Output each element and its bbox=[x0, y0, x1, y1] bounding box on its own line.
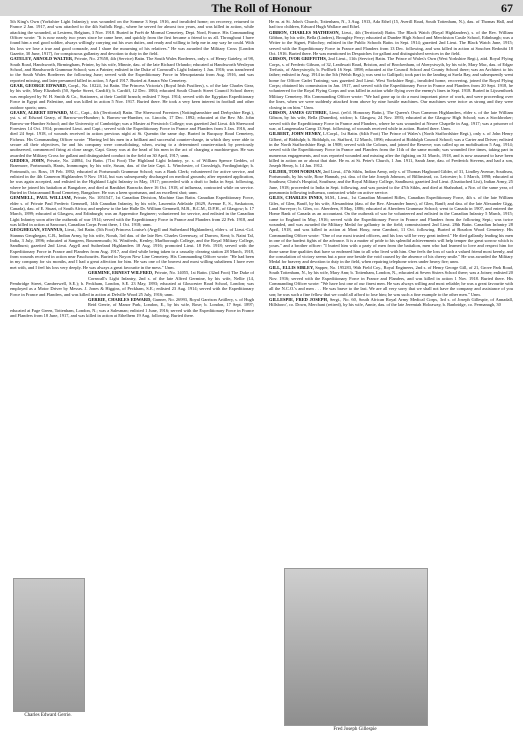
roll-entry bbox=[10, 83, 254, 110]
right-column bbox=[269, 19, 513, 308]
entry-name: GEOGHEGAN, STANNUS, bbox=[10, 227, 64, 233]
roll-entry bbox=[10, 227, 254, 270]
roll-entry bbox=[269, 19, 513, 30]
entry-name: GILDER, TOM NORMAN, bbox=[269, 168, 322, 174]
entry-text: 2nd Lieut., 11th (Service) Battn. The Prince of Wales's Own (West Yorkshire Regt.), attd. Royal Flying Corps, s. of Frederic Gibson, of 32, Leathwait Road, Brixton, and of Brockenham, of Aberystwyth, by his wife, Mary Mac, dau. of Edgar Trefusis, of Aberystwyth; b. Pwllheli 16 Sept. 1898; educated at the Council School and County School there; was an Architect to his father; enlisted in Aug. 1914 in the 5th (Welsh Regt.); was sent to Gallipoli; took part in the landing at Suvla Bay, and subsequently went home for Officer Cadet Training; was gazetted 2nd Lieut. West Yorkshire Regt., invalided home, recovering, joined the Royal Flying Corps; obtained his commission in Jan. 1917, and served with the Expeditionary Force in France and Flanders from 20 Sept. 1918, he volunteered for the Royal Flying Corps and was killed in action while flying over the enemy's lines in Sept. 1918. Buried in Lijssenthoek Military Cemetery. His Commanding Officer wrote: "We had gone up to do a most important piece of work, and were proceeding over the lines, when we were suddenly attacked from above by nine hostile machines. Our machines were twice as strong and they were closing in on him." Unm. bbox=[269, 56, 514, 110]
page-title: The Roll of Honour bbox=[211, 1, 312, 15]
entry-text: Private, No. 27658, 4th (Service) Battn. The South Wales Borderers, only s. of Henry Gateley, of 98, South Road, Handsworth, Birmingham, Printer, by his wife, Minnie, dau. of the late Richard Orlando; educated at Handsworth Wesleyan School, and Handsworth Grammar School; was a Painter; enlisted in the Duke of Cornwall's Light Infantry 1 Jan. 1916; was transferred to the South Wales Borderers the following June; served with the Expeditionary Force in Mesopotamia from Aug. 1916, and was reported missing, and later presumed killed in action, 5 April 1917. Buried at Amara War Cemetery. bbox=[10, 56, 254, 83]
entry-text: Lieut. (ret'd. Honorary Battn.), The Queen's Own Cameron Highlanders, elder s. of the late William Gibson, by his wife, Bella (Dunedin), widow; b. Glasgow, 24 Nov. 1893; educated at the Glasgow High School; was a Stockbroker; served with the Expeditionary Force in France and Flanders, where he was wounded at Neuve Chapelle in Aug. 1917; was a prisoner of war, at Langensalza Camp 13 Sept. following, of wounds received while in action. Buried there. Unm. bbox=[269, 109, 513, 131]
entry-name: GIBSON, IVOR GRIFFITHS, bbox=[269, 56, 327, 62]
left-column bbox=[10, 19, 254, 318]
roll-entry bbox=[269, 169, 513, 196]
portrait-photo-gerrie bbox=[13, 578, 85, 712]
entry-name: GERRIE, CHARLES EDWARD, bbox=[88, 296, 152, 302]
photo-caption-gillespie: Fred Joseph Gillespie bbox=[333, 727, 377, 732]
roll-entry bbox=[269, 30, 513, 57]
entry-text: M.C., Capt., 4th (Territorial) Battn. The Sherwood Foresters (Nottinghamshire and Derbyshire Regt.), yst. s. of Edward Geary, of Barrow-on-Humber; b. Barrow-on-Humber, co. Lincoln, 17 Dec. 1892; educated at the Rev. Mr. John Barrow-on-Humber School; and the University of Cambridge; was a Master at Prestwich College; was gazetted 2nd Lieut. 4th Sherwood Foresters 14 Oct. 1914; promoted Lieut. and Capt.; served with the Expeditionary Force in France and Flanders from 3 Jan. 1916, and died 24 Sept. 1918, of wounds received in action previous night at St. Quentin the same day. Buried in Bucquoy Road Cemetery, Ficheux. His Commanding Officer wrote: "Having led his men in a brilliant and successful counter-charge, in which they were able to secure all their objectives, he and his company were consolidating, when, owing to a determined counter-attack by previously unobserved, commenced firing at close range, Capt. Geary was at the head of his men in the act of charging a machine-gun. He was awarded the Military Cross for gallant and distinguished conduct in the field on 30 April, 1917; unm. bbox=[10, 109, 254, 158]
entry-name: GEMMELL, PAUL WILLIAM, bbox=[10, 195, 72, 201]
entry-text: L/Corpl., 1st Battn. (64th Foot) The Prince of Wales's (North Staffordshire Regt.), only s. of John Henry Gilbert, of Biddulph; b. Biddulph, co. Stafford, 12 March, 1896; educated at Biddulph Council School; was a Carter and Driver; enlisted in the North Staffordshire Regt. in 1908; served with the Colours, and joined the Reserve; was called up on mobilisation 5 Aug. 1914; served with the Expeditionary Force in France and Flanders from the 11th of the same month; was wounded five times, taking part in numerous engagements, and was reported wounded and missing after the fighting on 31 March, 1918, and is now assumed to have been killed in action on or about that date. He m. at St. Peter's Church, 1 Jan. 1911, Sarah Jane, dau. of Frederick Stevens, and had a son, Joseph Henry, b. 14 Jan. 1912. bbox=[269, 131, 514, 169]
entry-name: GILL, ELLIS SIBLEY, bbox=[269, 264, 314, 270]
roll-entry bbox=[269, 110, 513, 131]
entry-name: GEAR, GEORGE EDWARD, bbox=[10, 83, 67, 89]
entry-name: GERMINE, ERNEST WILFRED, bbox=[88, 270, 154, 276]
entry-text: Private, No. 24884, 1st Battn. (71st Foot) The Highland Light Infantry, yr. s. of William Spence Geddes, of Braemore, Portsmouth, Hants, Ironmonger, by his wife, Susan, dau. of the late Capt. L. Winchester, of Crossleigh, Fordingbridge; b. Portmouth, co. Ross, 19 Feb. 1892; educated at Portsmouth Grammar School; was a Bank Clerk; volunteered for active service, and enlisted in the 4th Cameron Highlanders 9 Nov. 1914, but was subsequently discharged on medical grounds; after repeated application, he was again accepted, and enlisted in the Highland Light Infantry in May, 1917; proceeded with a draft to India in Sept. following, where he joined his battalion at Bangalore, and died at Ranikhet Barracks there 16 Oct. 1918, of influenza, contracted while on service. Buried in Ootacamund Road Cemetery, Bangalore. He was a keen sportsman, and an excellent shot; unm. bbox=[10, 157, 254, 195]
entry-text: Sergt., No. 60, South African Royal Army Medical Corps, 3rd s. of Joseph Gillespie, of Annadall, Hillsboro', co. Down, Merchant (retired), by his wife, Annie, dau. of the late Jeremiah Holoaway, b. Banbridge, co. Fermanagh, 30 bbox=[269, 296, 514, 308]
roll-entry bbox=[10, 19, 254, 56]
portrait-photo-gillespie bbox=[284, 568, 428, 726]
entry-text: Corpl., No. 10224, 1st Battn. The Princess Victoria's (Royal Irish Fusiliers), s. of the late Charles Gear, by his wife, Mary Elizabeth (50, Speke Street, Cardiff); b. Cardiff, 12 Dec. 1884; educated South Church Street Council School there; was employed by W. H. Smith & Co., Stationers, at their Cardiff branch; enlisted 7 Sept. 1914; served with the Egyptian Expeditionary Force in Egypt and Palestine, and was killed in action 5 Nov. 1917. Buried there. He took a very keen interest in football and other outdoor sports; unm. bbox=[10, 83, 255, 110]
entry-name: GIBBON, CHARLES MATHESON, bbox=[269, 29, 340, 35]
roll-entry bbox=[10, 195, 254, 227]
entry-text: Sapper, No. 195283, 96th Field Coy., Royal Engineers, 2nd s. of Henry George Gill, of 21, Grove Park Road, South Tottenham, N., by his wife, Mary Ann; b. Tottenham, London, N., educated at Seven Sisters School there; was a Joiner; enlisted 20 Nov. 1916; served with the Expeditionary Force in France and Flanders, and was killed in action 1 Nov. 1918. Buried there. His Commanding Officer wrote: "We have lost one of our finest men. He was always willing and most reliable; he was a great favourite with all the N.C.O.'s and men . . . He was brave to the last. We are all very sorry that we shall not have the company and assistance of you son; he was such a fine fellow that we could all afford to lose him; he was such a fine example to the other men." Unm. bbox=[269, 264, 514, 297]
photo-wrap-space bbox=[10, 270, 88, 280]
roll-entry bbox=[269, 265, 513, 297]
entry-name: GILBERT, JOHN HENRY, bbox=[269, 131, 322, 137]
entry-text: 2nd Lieut., 47th Sikhs, Indian Army, only s. of Thomas Hagboard Gilder, of 31, Lindley Avenue, Southsea, Portsmouth, by his wife, Rose Hannah, yst. dau. of the late Joseph Johnson, of Billinstead, co. Leicester; b. 1 March, 1898; educated at Southsea; Christ's Hospital, Southsea; and the Royal Military College, Sandhurst; gazetted 2nd Lieut. (Unattached List), Indian Army, 25 June, 1918; proceeded to India in Sept. following, and was posted to the 47th Sikhs, and died at Shahrabad, a Nor. of the same year, of pneumonia following influenza, contracted while on active service. bbox=[269, 168, 513, 195]
roll-entry bbox=[10, 297, 254, 318]
photo-caption-gerrie: Charles Edward Gerrie. bbox=[24, 713, 72, 718]
entry-text: Private, No. 14055, 1st Battn. (32nd Foot) The Duke of Cornwall's Light Infantry, 2nd s. of the late Alfred Germine, by his wife, Nellie (14, Pembridge Street, Camberwell, S.E.); b. Peckham, London, S.E. 23 May, 1893; educated at Gloucester Road School, London; was employed as a Motor Driver by Messrs. J. Jones & Higgins, of Peckham, S.E.; enlisted 23 Aug. 1914; served with the Expeditionary Force in France and Flanders, and was killed in action at Delville Wood 25 July, 1916; unm. bbox=[10, 270, 255, 297]
roll-entry bbox=[10, 110, 254, 158]
entry-name: GILES, CHARLES INNES, bbox=[269, 195, 324, 201]
entry-text: Gunner, No. 26993, Royal Garrison Artillery, s. of Hugh Reid Gerrie, of Manor Park, London, E., by his wife, Rose; b. London, 17 Sept. 1897; educated at Fage Green, Tottenham, London, N.; was a Salesman; enlisted 1 June, 1916; served with the Expeditionary Force in France and Flanders from 18 June, 1917, and was killed in action at Ethelhem 19 Aug. following. Buried there. bbox=[10, 296, 254, 318]
entry-text: Lieut., 4th (Territorial) Battn. The Black Watch (Royal Highlanders), s. of the Rev. William Gibbon, by his wife, Bella (Lindres), Broughty Ferry; educated at Dundee High School and Merchiston Castle School, Edinburgh; was a Writer to the Signet, Pitlochry; enlisted in the Public Schools Battn. in Sept. 1914; gazetted 2nd Lieut. The Black Watch June, 1915; served with the Expeditionary Force in France and Flanders from 13 Dec. following, and was killed in action at Souchez Redoubt 18 Oct. 1916. Buried there. He was mentioned in Despatches for gallant and distinguished services in the field. bbox=[269, 29, 514, 57]
page-header bbox=[0, 0, 523, 16]
roll-entry bbox=[10, 158, 254, 195]
entry-text: M.M., Lieut., 1st Canadian Mounted Rifles, Canadian Expeditionary Force, 4th s. of the late William Giles, of Glen, Banff, by his wife, Alexandrina (dau. of the Rev. Alexander Innes), of Glen, Banff; and dau. of the late Alexander Gigg, Land Surveyor; b. Glen, co. Aberdeen, 8 May, 1886; educated at Aberdeen Grammar School; went to Canada in 1907, and entered the Home Bank of Canada as an accountant. On the outbreak of war he volunteered and enlisted in the Canadian Infantry 5 March, 1915; came to England in May, 1916; served with the Expeditionary Force in France and Flanders from the following Sept.; was twice wounded, and was awarded the Military Medal for gallantry in the field; commissioned 2nd Lieut. 28th Battn. Canadian Infantry 28 April, 1918, and was killed in action at Mont Houy, near Cambrai, 11 Oct. following. Buried at Bourlon Wood Cemetery. His Commanding Officer wrote: "One of our most trusted officers, and his loss will be very great indeed." He died gallantly leading his men in one of the hardest fights of the advance. It is a matter of pride to his splendid achievements will help temper the great sorrow which is yours." and a brother officer: "I buried him with a party of men from the battalion, men who had learned to love and respect him for those same fine qualities that have so endeared him to all who lived with him. One feels the loss of such a valued friend most keenly, and the consolation of victory seems but a poor one beside the void caused by the absence of his cheery smile." He was awarded the Military Medal for bravery and devotion to duty in the field, when repairing telephone wires under heavy fire; unm. bbox=[269, 195, 513, 265]
page-number: 67 bbox=[501, 1, 513, 15]
roll-entry bbox=[10, 56, 254, 83]
entry-name: GEDDES, JOHN, bbox=[10, 157, 45, 163]
roll-entry bbox=[269, 297, 513, 308]
roll-entry bbox=[269, 131, 513, 168]
entry-text: He m. at St. John's Church, Tottenham, N., 3 Aug. 1913, Ada Ethel (15, Averill Road, South Tottenham, N.), dau. of Thomas Hall, and had two children, Edward Hugh Wallace and Ethel. bbox=[269, 19, 513, 30]
entry-text: Private, No. 1051547, 1st Canadian Division, Machine Gun Battn. Canadian Expeditionary Force, elder s. of Private Paul Frederic Gemmell, 14th Canadian Infantry, by his wife, Laurentia Adelaide (3629, Avenue E, S., Saskatoon, Canada), dau. of E. Stuart, of South Africa; and nephew to the late Halle Dr. William Gemmell, M.B., B.C.M., D.P.H., of Glasgow; b. 17 March, 1899; educated at Glasgow, and Edinburgh; was an Apprentice Engineer; volunteered for service, and enlisted in the Canadian Light Infantry soon after the outbreak of war 1914; served with the Expeditionary Force in France and Flanders from 22 Feb. 1918, and was killed in action at Sancourt, Canadian Corps Front there, 1 Oct. 1918; unm. bbox=[10, 195, 255, 228]
entry-name: GEARY, ALBERT EDWARD, bbox=[10, 109, 69, 115]
entry-name: GIBSON, JAMES GUTHRIE, bbox=[269, 109, 328, 115]
entry-name: GILLESPIE, FRED JOSEPH, bbox=[269, 296, 329, 302]
entry-text: Lieut., 3rd Battn. (5th Foot) Princess Louise's (Argyll and Sutherland Highlanders), elder s. of Lieut.-Col. Stannus Geoghegan, C.B., Indian Army, by his wife, Norah, 3rd dau. of the late Rev. Charles Greenway, of Darrow, Kent; b. Naini Tal, India, 3 July, 1896; educated at Sangeen, Bournemouth; St. Winifreds, Kenley; Marlborough College, and the Royal Military College, Sandhurst; gazetted 2nd Lieut. Argyll and Sutherland Highlanders 18 Aug. 1916; promoted Lieut. 18 Feb. 1918; served with the Expeditionary Force in France and Flanders from Aug. 1917, and died while being taken to a casualty clearing station 28 March, 1918, from wounds received in action near Fauchouriès. Buried in Noyon New Line Cemetery. His Commanding Officer wrote: "He had been in my company for six months, and I had a great affection for him. He was one of the bravest and most willing subalterns I have ever met with, and I feel his loss very deeply. He was always a great favourite in the mess." Unm. bbox=[10, 227, 254, 270]
roll-entry bbox=[269, 56, 513, 109]
roll-entry bbox=[269, 195, 513, 264]
entry-text: 5th King's Own (Yorkshire Light Infantry); was wounded on the Somme 3 Sept. 1916, and invalided home; on recovery, returned to France 2 Jan. 1917, and was attached to the 4th Suffolk Regt., where he served for almost two years, and was killed in action, while attacking the wounded, at Lestrem, Belgium, 3 Nov. 1918. Buried in Forêt de Mormal Cemetery, Dept. Nord, France. His Commanding Officer wrote: "It is now nearly two years since he came here, and quickly from the first became a friend to us all. Throughout I have found him a real good soldier, always willingly carrying out his own duties, and ready and willing to help me in any way he could. With his loss we lose a true and good comrade, and I share the mourning of his relatives." He was awarded the Military Cross [London Gazette, 30 June, 1917], for conspicuous gallantry and devotion to duty in the field. bbox=[10, 19, 254, 57]
roll-entry bbox=[10, 270, 254, 297]
photo-wrap-space bbox=[10, 297, 88, 307]
entry-name: GATELEY, ARNOLD WALTER, bbox=[10, 56, 74, 62]
